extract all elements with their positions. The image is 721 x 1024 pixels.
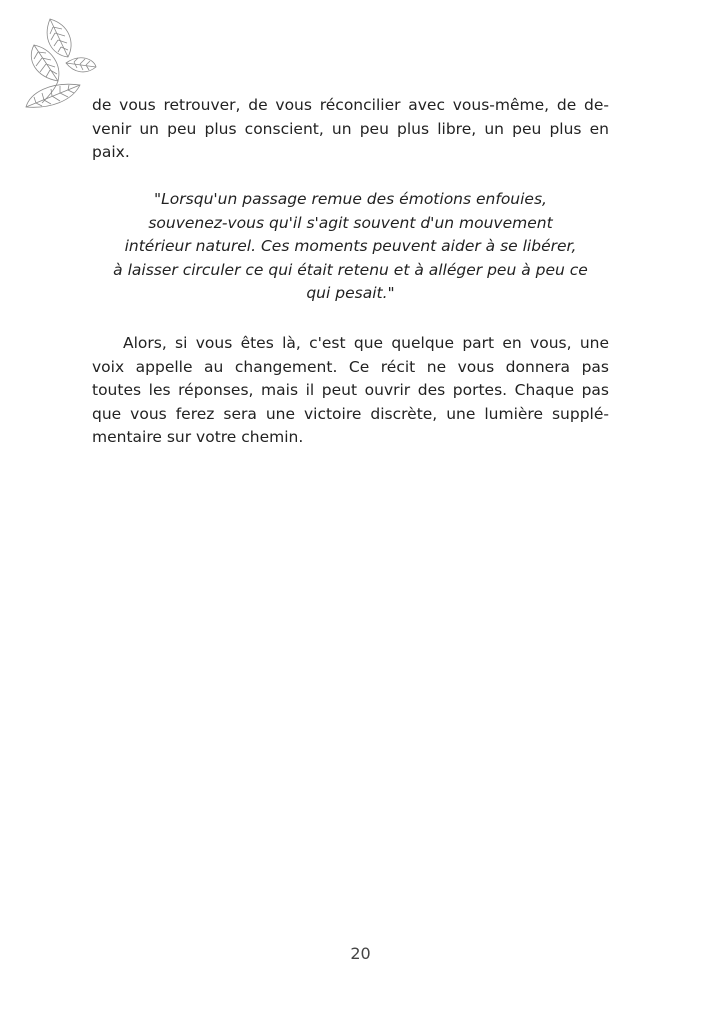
text-line: voix appelle au changement. Ce récit ne vous donnera pas	[92, 357, 609, 376]
page-number: 20	[350, 944, 371, 963]
leaf-branch-icon	[20, 15, 100, 110]
quote-line: souvenez-vous qu'il s'agit souvent d'un mouvement	[148, 213, 553, 232]
body-paragraph-intro	[92, 94, 609, 165]
quote-line: intérieur naturel. Ces moments peuvent aider à se libérer,	[124, 237, 577, 255]
text-line: toutes les réponses, mais il peut ouvrir des portes. Chaque pas	[92, 381, 609, 399]
text-line: de vous retrouver, de vous réconcilier avec vous-même, de de-	[92, 96, 609, 114]
text-line: paix.	[92, 143, 130, 161]
text-line: venir un peu plus conscient, un peu plus libre, un peu plus en	[92, 119, 609, 138]
text-line: Alors, si vous êtes là, c'est que quelque part en vous, une	[123, 334, 609, 352]
italic-quote	[80, 188, 621, 306]
body-paragraph-closing	[92, 332, 609, 450]
quote-line: qui pesait."	[306, 284, 395, 302]
text-line: mentaire sur votre chemin.	[92, 428, 304, 446]
quote-line: à laisser circuler ce qui était retenu et à alléger peu à peu ce	[113, 260, 588, 279]
quote-line: "Lorsqu'un passage remue des émotions enfouies,	[154, 190, 547, 208]
text-line: que vous ferez sera une victoire discrète, une lumière supplé-	[92, 404, 609, 423]
